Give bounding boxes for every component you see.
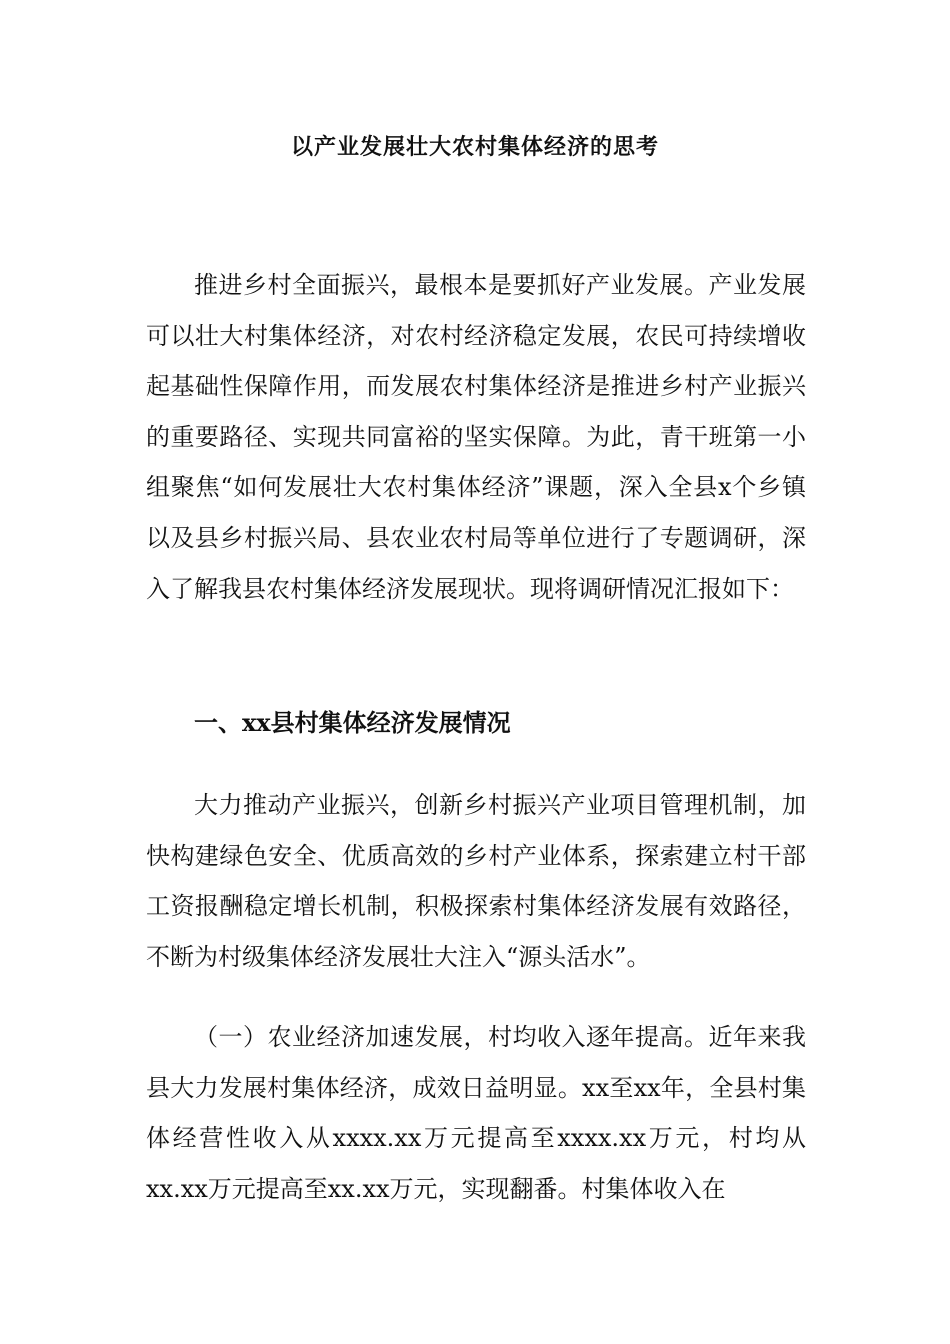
section-1-paragraph: 大力推动产业振兴，创新乡村振兴产业项目管理机制，加快构建绿色安全、优质高效的乡村产业体系，探索建立村干部工资报酬稳定增长机制，积极探索村集体经济发展有效路径，不断为村级集体经济发展壮大注入“源头活水”。 xyxy=(146,791,806,971)
subsection-1-paragraph: （一）农业经济加速发展，村均收入逐年提高。近年来我县大力发展村集体经济，成效日益明显。xx至xx年，全县村集体经营性收入从xxxx.xx万元提高至xxxx.xx万元，村均从xx.xx万元提高至xx.xx万元，实现翻番。村集体收入在 xyxy=(146,1023,806,1203)
document-title: 以产业发展壮大农村集体经济的思考 xyxy=(290,134,659,160)
section-heading-1: 一、xx县村集体经济发展情况 xyxy=(194,708,511,737)
intro-paragraph: 推进乡村全面振兴，最根本是要抓好产业发展。产业发展可以壮大村集体经济，对农村经济稳定发展，农民可持续增收起基础性保障作用，而发展农村集体经济是推进乡村产业振兴的重要路径、实现共同富裕的坚实保障。为此，青干班第一小组聚焦“如何发展壮大农村集体经济”课题，深入全县x个乡镇以及县乡村振兴局、县农业农村局等单位进行了专题调研，深入了解我县农村集体经济发展现状。现将调研情况汇报如下： xyxy=(146,271,806,603)
